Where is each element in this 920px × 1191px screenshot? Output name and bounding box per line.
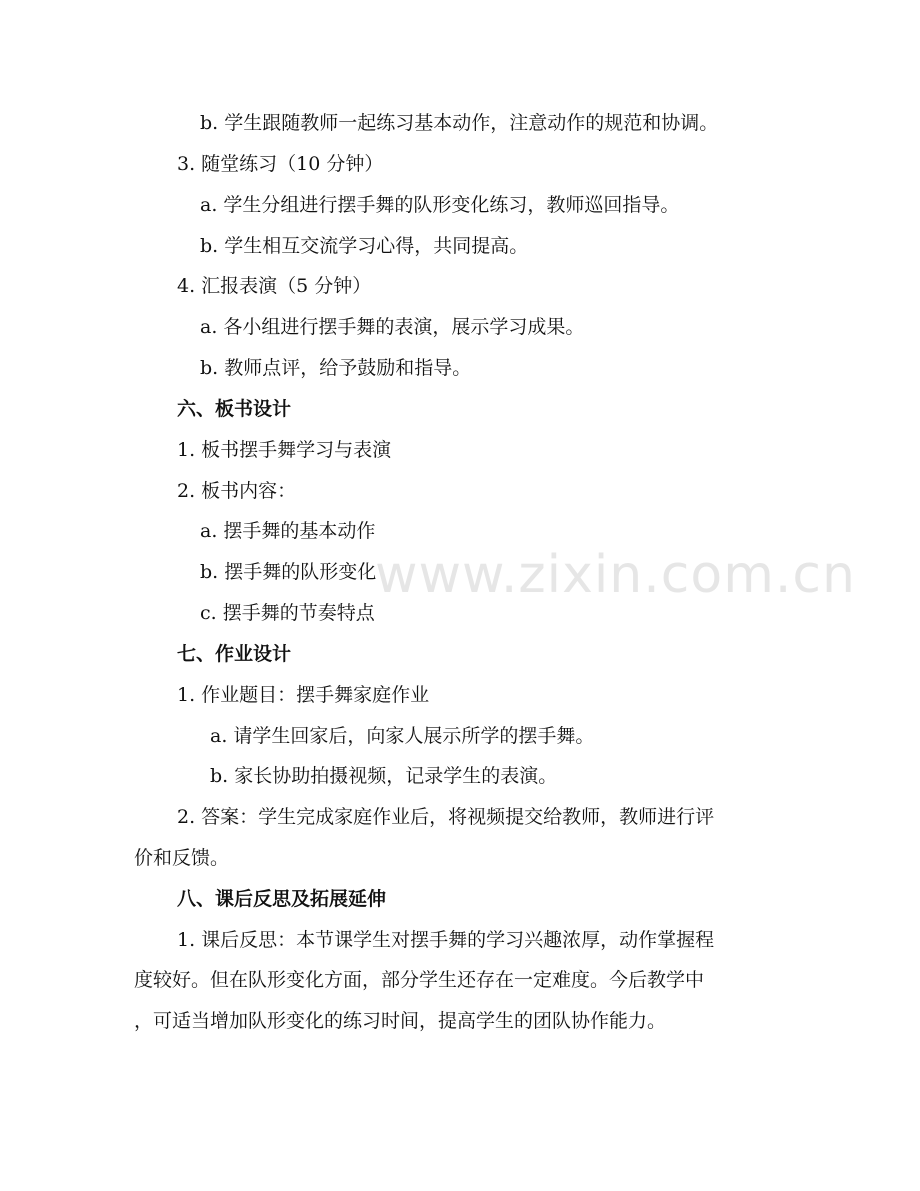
text-line: a. 学生分组进行摆手舞的队形变化练习，教师巡回指导。 (200, 194, 680, 216)
text-line: b. 教师点评，给予鼓励和指导。 (200, 357, 472, 379)
section-heading: 八、课后反思及拓展延伸 (177, 888, 387, 910)
text-line: 度较好。但在队形变化方面，部分学生还存在一定难度。今后教学中 (134, 969, 705, 991)
text-line: b. 家长协助拍摄视频，记录学生的表演。 (210, 765, 558, 787)
text-line: 2. 答案：学生完成家庭作业后，将视频提交给教师，教师进行评 (177, 806, 715, 828)
text-line: 4. 汇报表演（5 分钟） (177, 275, 372, 297)
text-line: a. 摆手舞的基本动作 (200, 520, 376, 542)
text-line: a. 请学生回家后，向家人展示所学的摆手舞。 (210, 725, 595, 747)
text-line: 2. 板书内容： (177, 480, 297, 502)
text-line: ，可适当增加队形变化的练习时间，提高学生的团队协作能力。 (134, 1010, 667, 1032)
text-line: 3. 随堂练习（10 分钟） (177, 153, 384, 175)
text-line: b. 学生相互交流学习心得，共同提高。 (200, 235, 529, 257)
section-heading: 七、作业设计 (177, 643, 292, 665)
text-line: c. 摆手舞的节奏特点 (200, 602, 375, 624)
text-line: 1. 作业题目：摆手舞家庭作业 (177, 684, 430, 706)
section-heading: 六、板书设计 (177, 398, 292, 420)
text-line: 价和反馈。 (134, 847, 230, 869)
text-line: b. 摆手舞的队形变化 (200, 561, 377, 583)
watermark: www.zixin.com.cn (375, 545, 856, 605)
text-line: a. 各小组进行摆手舞的表演，展示学习成果。 (200, 316, 585, 338)
text-line: b. 学生跟随教师一起练习基本动作，注意动作的规范和协调。 (200, 112, 719, 134)
text-line: 1. 板书摆手舞学习与表演 (177, 439, 392, 461)
text-line: 1. 课后反思：本节课学生对摆手舞的学习兴趣浓厚，动作掌握程 (177, 929, 715, 951)
